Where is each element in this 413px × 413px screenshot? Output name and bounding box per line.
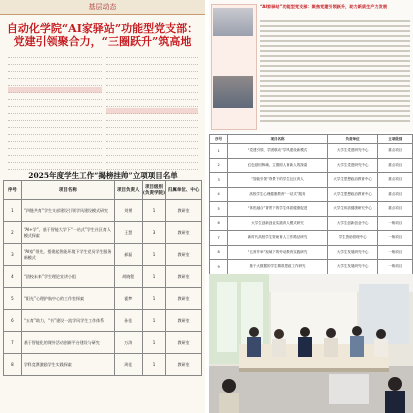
table-cell: 高校学生心理健康教育“一站式”服务	[228, 187, 327, 202]
table-cell: 3	[4, 244, 22, 266]
table-row	[210, 231, 413, 246]
table-row	[4, 222, 202, 244]
table-row	[210, 187, 413, 202]
table-cell: 新时代高校学生资助育人工作路径研究	[228, 231, 327, 246]
right-article-headline: “AI家驿站”功能型党支部：聚焦党建引领跃升，助力新质生产力发展	[260, 4, 388, 9]
table-cell: 一般项目	[378, 216, 413, 231]
project-table-title: 2025年度学生工作“揭榜挂帅”立项项目名单	[28, 171, 178, 180]
table-cell: “五育并举”视域下的劳动教育实践研究	[228, 245, 327, 260]
table-cell: 大学生体质健康研究中心	[327, 202, 378, 217]
table-cell: “四链共育”学生支部建设引领学风建设模式研究	[21, 200, 114, 222]
table-cell: 1	[142, 310, 166, 332]
table-cell: 教研室	[166, 354, 202, 376]
table-cell: “AI家”领先，搭建起智能环境下学生党员学生服务新模式	[21, 244, 114, 266]
table-cell: 1	[142, 244, 166, 266]
table-cell: 大学生创新创业中心	[327, 216, 378, 231]
table-cell: “党建引领、学团联动”学风建设新模式	[228, 144, 327, 159]
table-cell: 霍梦	[114, 288, 142, 310]
table-cell: 3	[142, 222, 166, 244]
table-cell: 大学生创新创业实践育人模式研究	[228, 216, 327, 231]
table-row	[4, 310, 202, 332]
table-cell: 1	[142, 266, 166, 288]
column-header: 项目名称	[21, 181, 114, 200]
table-cell: 教研室	[166, 244, 202, 266]
table-cell: 教研室	[166, 288, 202, 310]
table-body	[4, 200, 202, 376]
table-row	[210, 216, 413, 231]
table-cell: 重点项目	[378, 202, 413, 217]
table-cell: 重点项目	[378, 187, 413, 202]
table-row	[210, 245, 413, 260]
column-header: 序号	[4, 181, 22, 200]
project-level-table	[209, 134, 413, 289]
article-headline	[6, 22, 199, 48]
table-cell: 万涛	[114, 332, 142, 354]
column-header: 序号	[210, 135, 228, 144]
headline-line-2: 党建引领聚合力，“三圈跃升”筑高地	[13, 35, 192, 48]
table-row	[210, 260, 413, 275]
table-cell: 胡晓程	[114, 266, 142, 288]
article-body-column-right	[106, 52, 198, 172]
table-cell: 一般项目	[378, 260, 413, 275]
table-cell: 一般项目	[378, 231, 413, 246]
table-cell: “团校未来”学生理论宣讲小组	[21, 266, 114, 288]
table-cell: 基于大数据的学生精准思政工作研究	[228, 260, 327, 275]
table-header-row	[210, 135, 413, 144]
newspaper-masthead	[0, 0, 205, 15]
table-cell: 重点项目	[378, 173, 413, 188]
meeting-desk	[239, 344, 389, 370]
headline-line-1: 自动化学院“AI家驿站”功能型党支部：	[6, 22, 199, 35]
column-header: 立项级别	[378, 135, 413, 144]
column-header: 负责单位	[327, 135, 378, 144]
table-cell: 2	[4, 222, 22, 244]
table-cell: 一般项目	[378, 245, 413, 260]
table-cell: 6	[210, 216, 228, 231]
table-cell: 孙佳	[114, 310, 142, 332]
table-cell: 周佳	[114, 354, 142, 376]
table-cell: “阳光”心理护航中心的工作室探索	[21, 288, 114, 310]
table-cell: “五育”助力，“书”建设一流学风学生工作体系	[21, 310, 114, 332]
column-header: 项目级别(负责学院)	[142, 181, 166, 200]
column-header: 项目负责人	[114, 181, 142, 200]
table-header-row	[4, 181, 202, 200]
table-cell: 大学生党建研究中心	[327, 144, 378, 159]
table-row	[4, 288, 202, 310]
table-cell: 4	[210, 187, 228, 202]
table-cell: 5	[4, 288, 22, 310]
table-body	[210, 144, 413, 289]
table-cell: 1	[210, 144, 228, 159]
table-cell: 7	[210, 231, 228, 246]
table-cell: “AI+学”，基于智能大学下“一站式”学生社区育人模式探索	[21, 222, 114, 244]
photo-illustration	[209, 274, 413, 413]
table-cell: 7	[4, 332, 22, 354]
photo-floor	[209, 366, 413, 413]
table-cell: 4	[4, 266, 22, 288]
table-cell: 学科竞赛激励学生实践探索	[21, 354, 114, 376]
table-cell: 大学生发展研究中心	[327, 245, 378, 260]
article-body-column-left	[8, 52, 102, 172]
table-cell: 郝磊	[114, 244, 142, 266]
table-row	[4, 266, 202, 288]
table-row	[210, 158, 413, 173]
table-cell: 教研室	[166, 222, 202, 244]
news-photo	[213, 8, 253, 36]
table-cell: 大学生思想政治教育中心	[327, 173, 378, 188]
table-row	[210, 173, 413, 188]
news-photo	[213, 76, 253, 108]
table-cell: 重点项目	[378, 158, 413, 173]
table-cell: 1	[4, 200, 22, 222]
table-row	[210, 144, 413, 159]
column-header: 归属单位、中心	[166, 181, 202, 200]
table-cell: 基于智能化的课外活动创新平台建设与研究	[21, 332, 114, 354]
table-row	[210, 202, 413, 217]
table-cell: 9	[210, 260, 228, 275]
table-cell: 2	[210, 158, 228, 173]
table-cell: 1	[142, 200, 166, 222]
table-cell: 8	[4, 354, 22, 376]
table-cell: 教研室	[166, 200, 202, 222]
table-cell: 6	[4, 310, 22, 332]
table-row	[4, 200, 202, 222]
table-cell: 1	[142, 288, 166, 310]
table-cell: “智能引领”背景下的学生社区育人	[228, 173, 327, 188]
column-header: 项目名称	[228, 135, 327, 144]
table-cell: 王慧	[114, 222, 142, 244]
table-cell: 8	[210, 245, 228, 260]
table-row	[4, 332, 202, 354]
project-list-table	[3, 180, 202, 376]
meeting-room-photo	[209, 274, 413, 413]
table-cell: 1	[142, 354, 166, 376]
table-cell: 大学生党建研究中心	[327, 158, 378, 173]
table-cell: 刘赟	[114, 200, 142, 222]
table-cell: 3	[210, 173, 228, 188]
table-cell: 大学生思想政治教育中心	[327, 187, 378, 202]
table-row	[4, 244, 202, 266]
table-cell: 教研室	[166, 332, 202, 354]
table-row	[4, 354, 202, 376]
table-cell: 5	[210, 202, 228, 217]
table-cell: 教研室	[166, 266, 202, 288]
table-cell: 大学生发展研究中心	[327, 260, 378, 275]
table-cell: “体医融合”背景下的学生体质健康促进	[228, 202, 327, 217]
table-cell: 学生资助管理中心	[327, 231, 378, 246]
table-cell: 重点项目	[378, 144, 413, 159]
right-article-body	[260, 20, 410, 128]
table-cell: 教研室	[166, 310, 202, 332]
table-cell: 红色基因铸魂，立德树人育新人的探索	[228, 158, 327, 173]
table-cell: 1	[142, 332, 166, 354]
masthead-label: 基层动态	[88, 3, 117, 11]
